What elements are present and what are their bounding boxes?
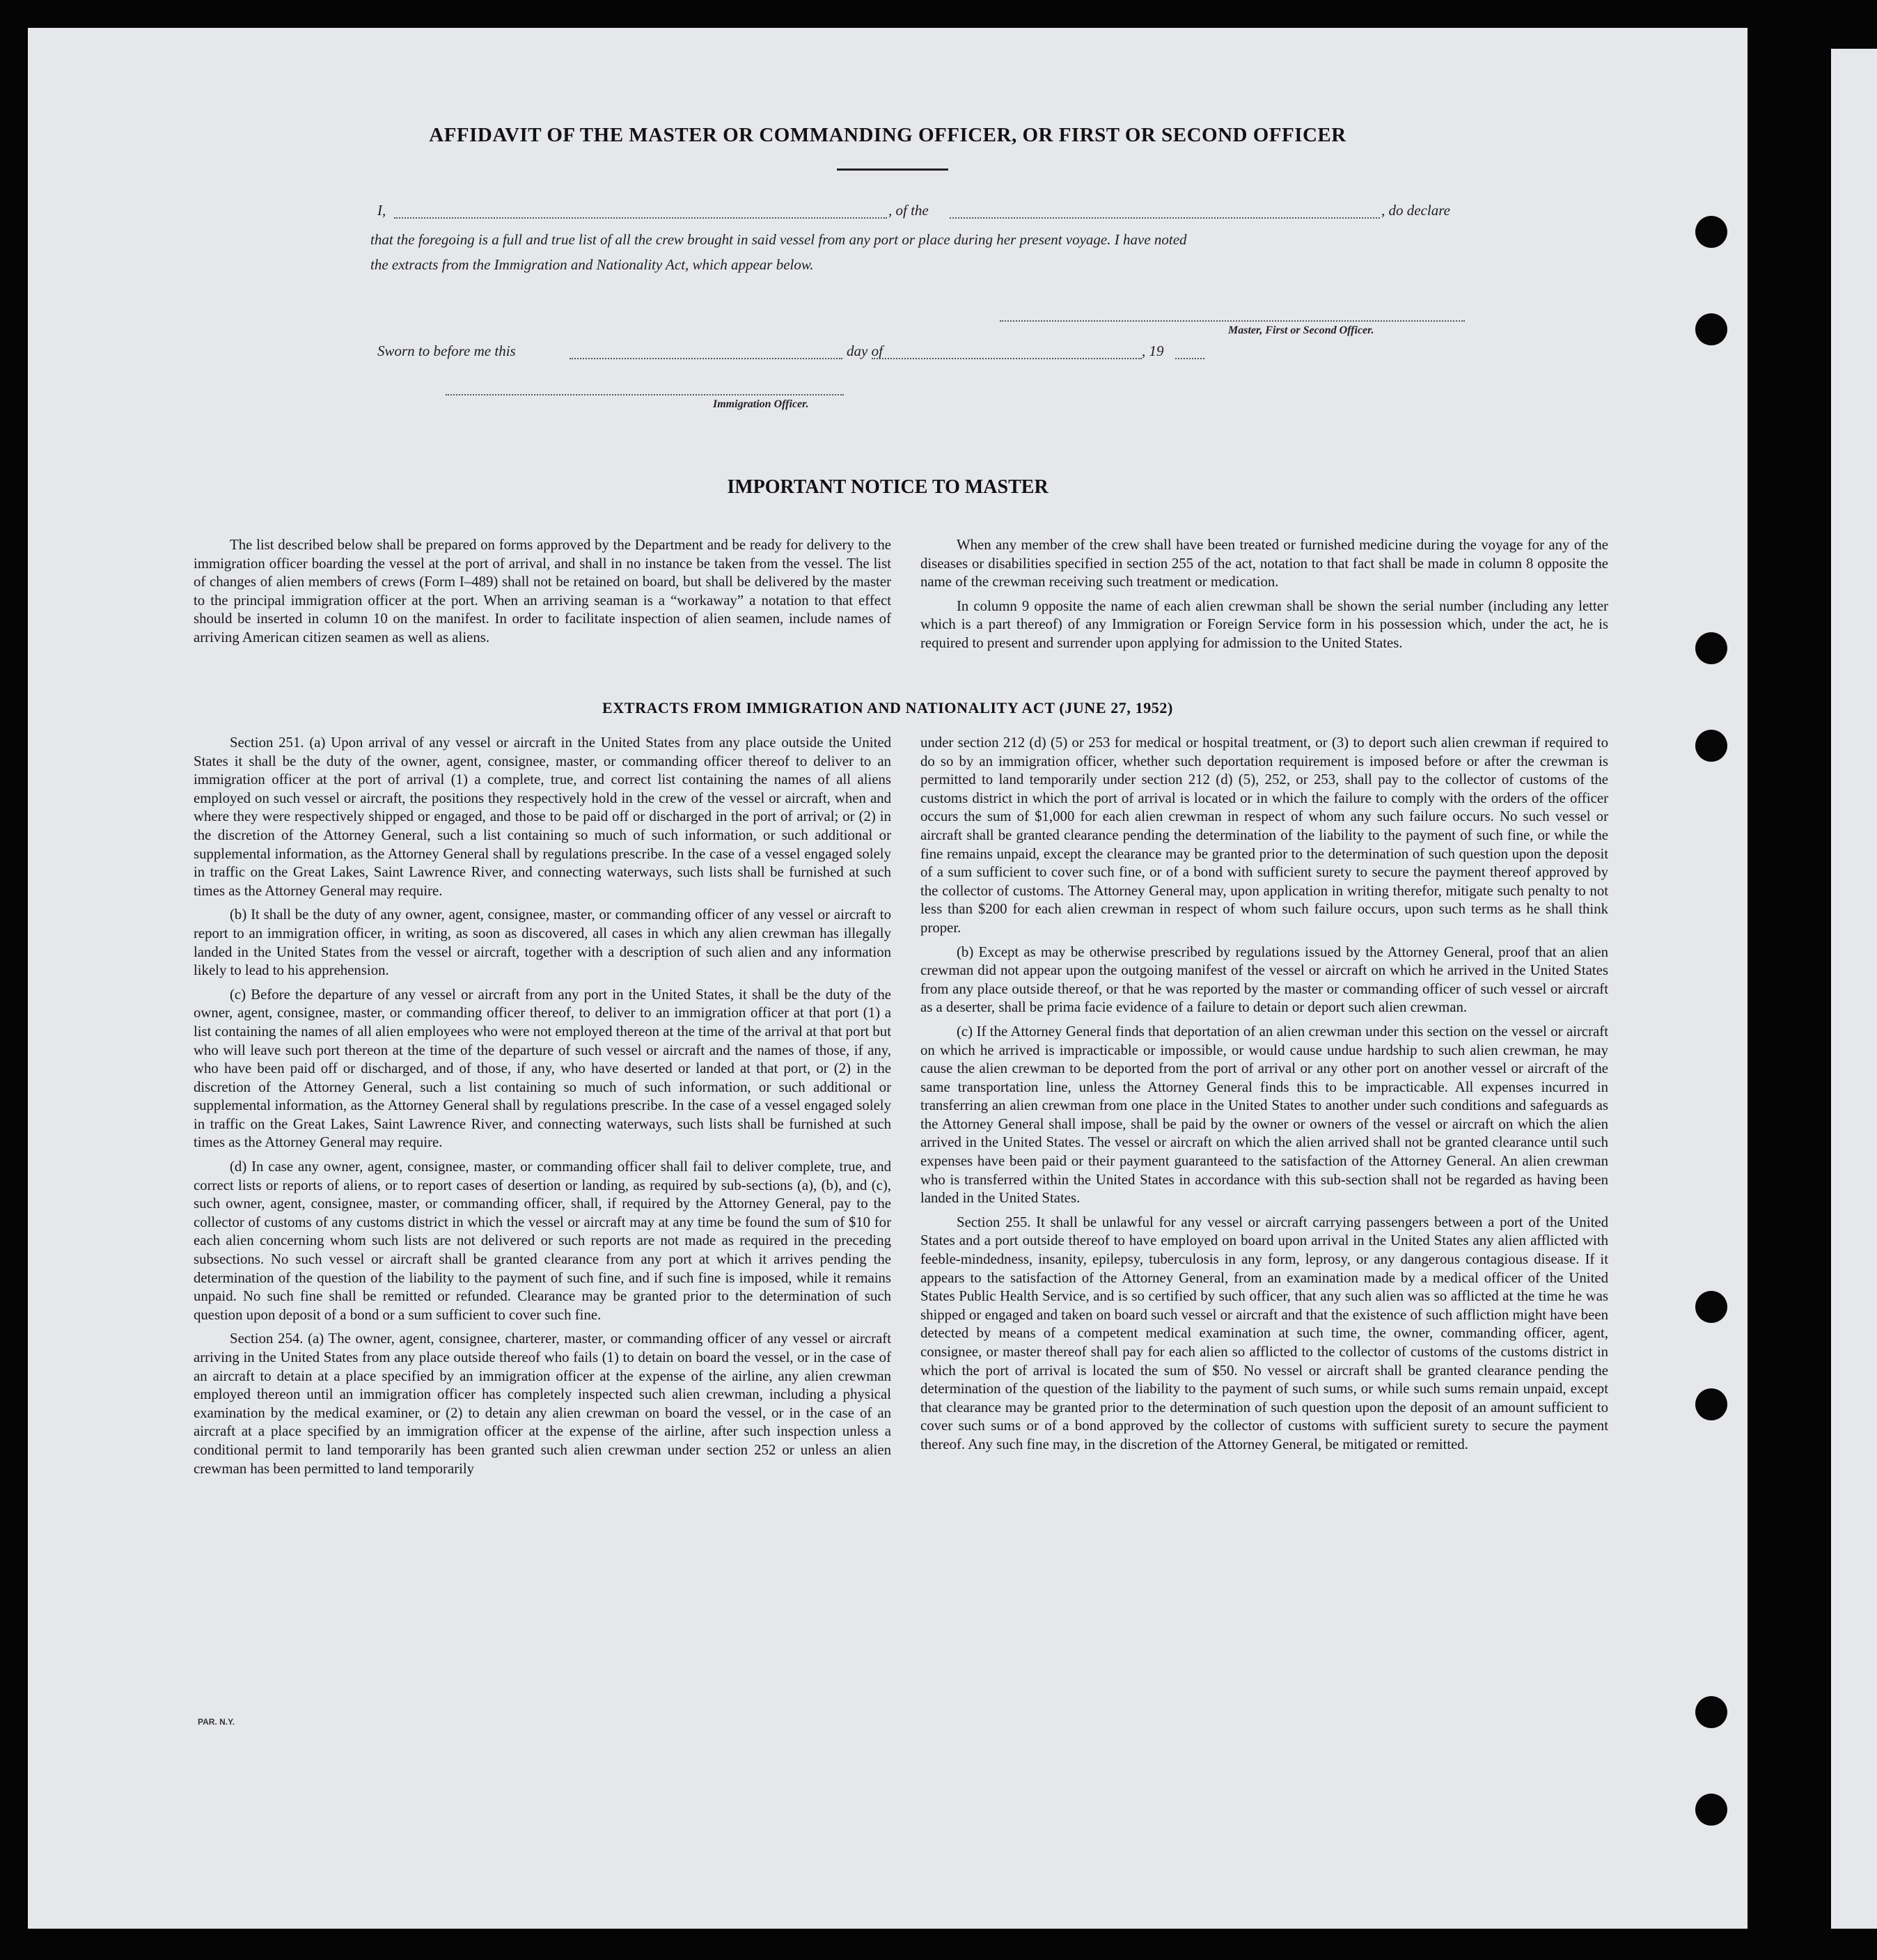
affidavit-of-the: , of the xyxy=(888,202,929,219)
form-sheet xyxy=(28,28,1748,1929)
extracts-right-column xyxy=(920,734,1608,1455)
section-254-c: (c) If the Attorney General finds that deportation of an alien crewman under this section on the vessel or aircraft on which he arrived is impracticable or impossible, or would cause undue hardship to such alien crewman, he may cause the alien crewman to be deported from the port of arrival or any other port on another vessel or aircraft of the same transportation line, unless the Attorney General finds this to be impracticable. All expenses incurred in transferring an alien crewman from one place in the United States to another under such conditions and safeguards as the Attorney General shall impose, shall be paid by the owner or owners of the vessel or aircraft on which the alien arrived in the United States. The vessel or aircraft on which the alien arrived shall not be granted clearance until such expenses have been paid or their payment guaranteed to the satisfaction of the Attorney General. An alien crewman who is transferred within the United States in accordance with this sub-section shall not be regarded as having been landed in the United States. xyxy=(920,1023,1608,1207)
name-field-line[interactable] xyxy=(394,217,887,219)
punch-hole xyxy=(1695,313,1727,345)
notice-left-column xyxy=(194,536,891,648)
officer-field-line[interactable] xyxy=(446,394,844,395)
extracts-title: EXTRACTS FROM IMMIGRATION AND NATIONALITY ACT (JUNE 27, 1952) xyxy=(602,699,1173,716)
title-rule xyxy=(837,168,948,171)
affidavit-declare: , do declare xyxy=(1381,202,1450,219)
section-251-d: (d) In case any owner, agent, consignee, master, or commanding officer shall fail to deliver complete, true, and correct lists or reports of aliens, or to report cases of desertion or landing, as required by sub-sections (a), (b), and (c), such owner, agent, consignee, master, or commanding officer, shall, if required by the Attorney General, pay to the collector of customs of any customs district in which the vessel or aircraft may at any time be found the sum of $10 for each alien concerning whom such lists are not delivered or such reports are not made as required in the preceding subsections. No such vessel or aircraft shall be granted clearance from any port at which it arrives pending the determination of the question of the liability to the payment of such fine, and if such fine is imposed, while it remains unpaid. No such fine shall be remitted or refunded. Clearance may be granted prior to the determination of such question upon deposit of a bond or a sum sufficient to cover such fine. xyxy=(194,1159,891,1323)
notice-paragraph: In column 9 opposite the name of each alien crewman shall be shown the serial number (including any letter which is a part thereof) of any Immigration or Foreign Service form in his possession which, under the act, he is required to present and surrender upon applying for admission to the United States. xyxy=(920,597,1608,651)
year-field-line[interactable] xyxy=(1175,358,1204,359)
sworn-label: Sworn to before me this xyxy=(377,343,516,359)
punch-hole xyxy=(1695,1794,1727,1826)
printer-mark: PAR. N.Y. xyxy=(198,1717,235,1727)
signature-caption: Master, First or Second Officer. xyxy=(1228,324,1374,336)
day-field-line[interactable] xyxy=(570,358,842,359)
section-254-a-continued: under section 212 (d) (5) or 253 for medical or hospital treatment, or (3) to deport such alien crewman if required to do so by an immigration officer, whether such deportation requirement is imposed before or after the crewman is permitted to land temporarily under section 212 (d) (5), 252, or 253, shall pay to the collector of customs of the customs district in which the port of arrival is located or in which the failure to comply with the orders of the officer occurs the sum of $1,000 for each alien crewman in respect of whom any such failure occurs. No such vessel or aircraft shall be granted clearance pending the determination of the liability to the payment of such fine, or while the fine remains unpaid, except the clearance may be granted prior to the determination of such question upon the deposit of a sum sufficient to cover such fine, or of a bond with sufficient surety to secure the payment thereof approved by the collector of customs. The Attorney General may, upon application in writing therefor, mitigate such penalty to not less than $200 for each alien crewman in respect of whom such failure occurs, upon such terms as he shall think proper. xyxy=(920,735,1608,936)
next-page-edge xyxy=(1831,49,1877,1929)
month-field-line[interactable] xyxy=(872,358,1142,359)
section-254-a: Section 254. (a) The owner, agent, consignee, charterer, master, or commanding officer of any vessel or aircraft arriving in the United States from any place outside thereof who fails (1) to detain on board the vessel, or in the case of an aircraft to detain at a place specified by an immigration officer at the expense of the airline, any alien crewman employed thereon until an immigration officer has completely inspected such alien crewman, including a physical examination by the medical examiner, or (2) to detain any alien crewman on board the vessel, or in the case of an aircraft at a place specified by an immigration officer at the expense of the airline, after such inspection unless a conditional permit to land temporarily has been granted such alien crewman under section 252 or unless an alien crewman has been permitted to land temporarily xyxy=(194,1331,891,1477)
section-251-a: Section 251. (a) Upon arrival of any vessel or aircraft in the United States from any place outside the United States it shall be the duty of the owner, agent, consignee, master, or commanding officer thereof to deliver to an immigration officer at the port of arrival (1) a complete, true, and correct list containing the names of all aliens employed on such vessel or aircraft, the positions they respectively hold in the crew of the vessel or aircraft, when and where they were respectively shipped or engaged, and those to be paid off or discharged in the port of arrival; or (2) in the discretion of the Attorney General, such a list containing so much of such information, or such additional or supplemental information, as the Attorney General shall by regulations prescribe. In the case of a vessel engaged solely in traffic on the Great Lakes, Saint Lawrence River, and connecting waterways, such lists shall be furnished at such times as the Attorney General may require. xyxy=(194,735,891,899)
punch-hole xyxy=(1695,1388,1727,1420)
affidavit-line3: the extracts from the Immigration and Nationality Act, which appear below. xyxy=(370,256,814,273)
punch-hole xyxy=(1695,216,1727,248)
notice-right-column xyxy=(920,536,1608,653)
vessel-field-line[interactable] xyxy=(950,217,1380,219)
punch-hole xyxy=(1695,632,1727,664)
notice-title: IMPORTANT NOTICE TO MASTER xyxy=(727,476,1049,498)
punch-hole xyxy=(1695,1696,1727,1728)
extracts-left-column xyxy=(194,734,891,1478)
section-251-b: (b) It shall be the duty of any owner, agent, consignee, master, or commanding officer of any vessel or aircraft to report to an immigration officer, in writing, as soon as discovered, all cases in which any alien crewman has illegally landed in the United States from the vessel or aircraft, together with a description of such alien and any information likely to lead to his apprehension. xyxy=(194,907,891,979)
affidavit-i: I, xyxy=(377,202,386,219)
year-label: , 19 xyxy=(1142,343,1164,359)
notice-paragraph: The list described below shall be prepared on forms approved by the Department and be ready for delivery to the immigration officer boarding the vessel at the port of arrival, and shall in no instance be taken from the vessel. The list of changes of alien members of crews (Form I–489) shall not be retained on board, but shall be delivered by the master to the principal immigration officer at the port. When an arriving seaman is a “workaway” a notation to that effect should be inserted in column 10 on the manifest. In order to facilitate inspection of alien seamen, include names of arriving American citizen seamen as well as aliens. xyxy=(194,537,891,645)
affidavit-title: AFFIDAVIT OF THE MASTER OR COMMANDING OFFICER, OR FIRST OR SECOND OFFICER xyxy=(429,124,1346,146)
affidavit-line2: that the foregoing is a full and true list of all the crew brought in said vessel from any port or place during her present voyage. I have noted xyxy=(370,231,1187,248)
signature-field-line[interactable] xyxy=(1000,320,1465,322)
day-of-label: day of xyxy=(847,343,883,359)
officer-caption: Immigration Officer. xyxy=(713,398,809,410)
punch-hole xyxy=(1695,730,1727,762)
notice-paragraph: When any member of the crew shall have been treated or furnished medicine during the voyage for any of the diseases or disabilities specified in section 255 of the act, notation to that fact shall be made in column 8 opposite the name of the crewman receiving such treatment or medication. xyxy=(920,537,1608,590)
section-251-c: (c) Before the departure of any vessel or aircraft from any port in the United States, it shall be the duty of the owner, agent, consignee, master, or commanding officer thereof, to deliver to an immigration officer at that port (1) a list containing the names of all alien employees who were not employed thereon at the time of the arrival at that port but who will leave such port thereon at the time of the departure of such vessel or aircraft and the names of those, if any, who have been paid off or discharged, and of those, if any, who have deserted or landed at that port, or (2) in the discretion of the Attorney General, such a list containing so much of such information, or such additional or supplemental information, as the Attorney General shall by regulations prescribe. In the case of a vessel engaged solely in traffic on the Great Lakes, Saint Lawrence River, and connecting waterways, such lists shall be furnished at such times as the Attorney General may require. xyxy=(194,986,891,1151)
section-254-b: (b) Except as may be otherwise prescribed by regulations issued by the Attorney General, proof that an alien crewman did not appear upon the outgoing manifest of the vessel or aircraft on which he arrived in the United States from any place outside thereof, or that he was reported by the master or commanding officer of such vessel or aircraft as a deserter, shall be prima facie evidence of a failure to detain or deport such alien crewman. xyxy=(920,943,1608,1016)
section-255: Section 255. It shall be unlawful for any vessel or aircraft carrying passengers between a port of the United States and a port outside thereof to have employed on board upon arrival in the United States any alien afflicted with feeble-mindedness, insanity, epilepsy, tuberculosis in any form, leprosy, or any dangerous contagious disease. If it appears to the satisfaction of the Attorney General, from an examination made by a medical officer of the United States Public Health Service, and is so certified by such officer, that any such alien was so afflicted at the time he was shipped or engaged and taken on board such vessel or aircraft and that the existence of such affliction might have been detected by means of a competent medical examination at such time, the owner, commanding officer, agent, consignee, or master thereof shall pay for each alien so afflicted to the collector of customs of the customs district in which the port of arrival is located the sum of $50. No vessel or aircraft shall be granted clearance pending the determination of the question of the liability to the payment of such sums, or while such sums remain unpaid, except that clearance may be granted prior to the determination of such question upon the deposit of an amount sufficient to cover such sums or of a bond approved by the collector of customs with sufficient surety to secure the payment thereof. Any such fine may, in the discretion of the Attorney General, be mitigated or remitted. xyxy=(920,1214,1608,1452)
punch-hole xyxy=(1695,1291,1727,1323)
